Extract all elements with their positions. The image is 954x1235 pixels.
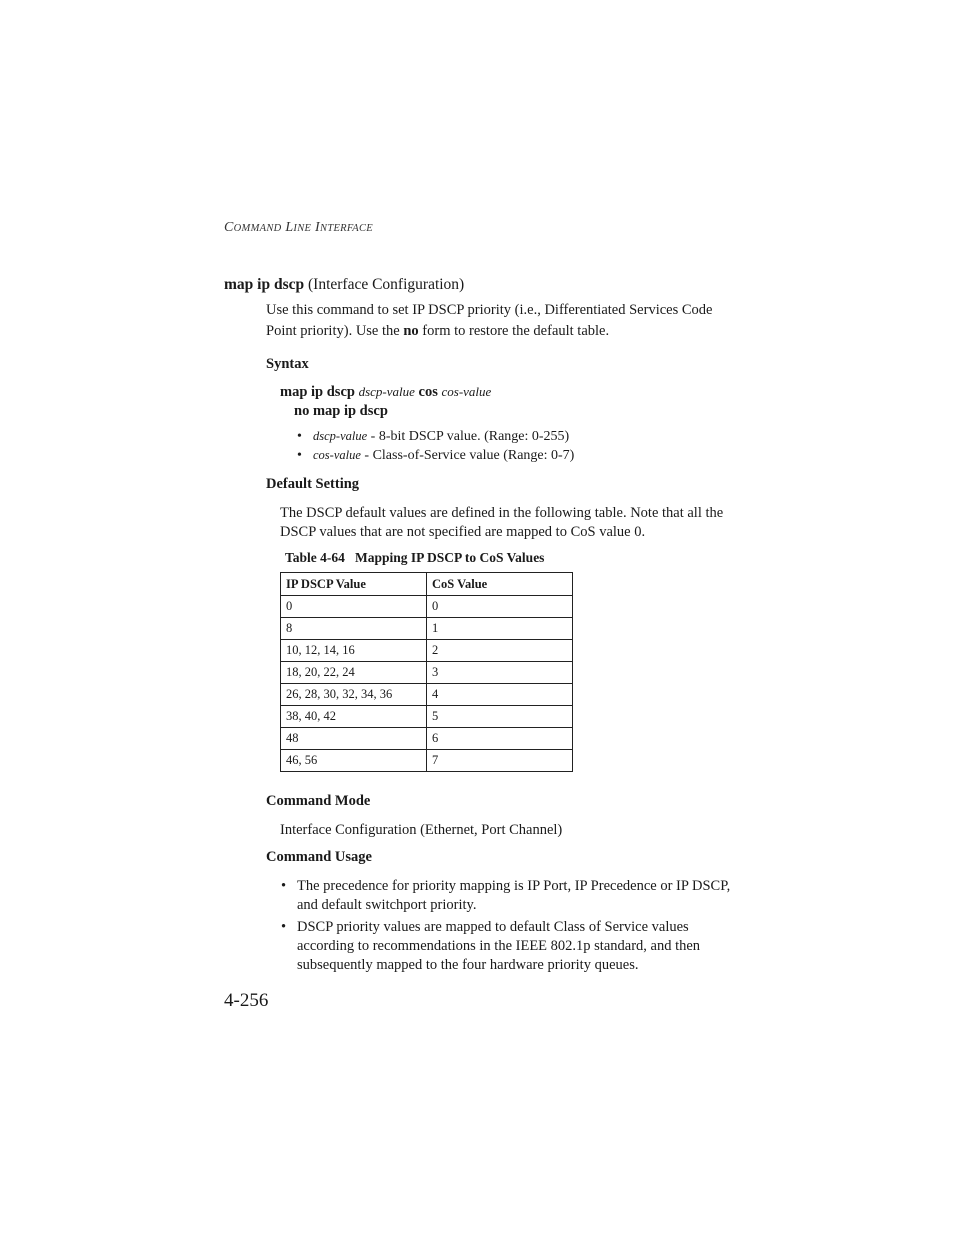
table-caption: Table 4-64 Mapping IP DSCP to CoS Values	[285, 550, 545, 565]
bullet: •	[297, 429, 302, 444]
command-mode-text: Interface Configuration (Ethernet, Port Channel)	[280, 822, 563, 838]
dscp-cell: 8	[281, 618, 427, 640]
bullet: •	[281, 878, 287, 894]
cos-cell: 0	[427, 596, 573, 618]
table-row	[281, 618, 573, 640]
cos-cell: 1	[427, 618, 573, 640]
dscp-cell: 38, 40, 42	[281, 706, 427, 728]
cos-cell: 6	[427, 728, 573, 750]
table-row	[281, 596, 573, 618]
column-header-ip-dscp: IP DSCP Value	[281, 573, 427, 596]
default-setting-text: The DSCP default values are defined in the following table. Note that all the DSCP values that are not specified are mapped to CoS value 0.	[280, 505, 724, 540]
table-header-row	[281, 573, 573, 596]
table-row	[281, 684, 573, 706]
dscp-cell: 18, 20, 22, 24	[281, 662, 427, 684]
command-usage-heading: Command Usage	[266, 849, 372, 865]
table-row	[281, 706, 573, 728]
default-setting-heading: Default Setting	[266, 476, 360, 492]
command-context: (Interface Configuration)	[304, 276, 465, 293]
table-row	[281, 662, 573, 684]
cos-cell: 3	[427, 662, 573, 684]
syntax-heading: Syntax	[266, 356, 309, 372]
command-title	[224, 276, 464, 294]
usage-item: • The precedence for priority mapping is IP Port, IP Precedence or IP DSCP, and default switchport priority.	[281, 878, 731, 913]
command-mode-heading: Command Mode	[266, 793, 371, 809]
page-number: 4-256	[224, 990, 269, 1011]
param-cos-value: • cos-value - Class-of-Service value (Range: 0-7)	[297, 448, 575, 463]
bullet: •	[281, 919, 287, 935]
dscp-cell: 10, 12, 14, 16	[281, 640, 427, 662]
dscp-cell: 46, 56	[281, 750, 427, 772]
dscp-cell: 48	[281, 728, 427, 750]
dscp-cell: 26, 28, 30, 32, 34, 36	[281, 684, 427, 706]
dscp-cos-table	[280, 572, 573, 772]
dscp-cell: 0	[281, 596, 427, 618]
table-row	[281, 640, 573, 662]
syntax-line-map: map ip dscp dscp-value cos cos-value	[280, 384, 492, 400]
command-name: map ip dscp	[224, 276, 305, 293]
table-row	[281, 728, 573, 750]
syntax-line-no-map: no map ip dscp	[294, 403, 388, 419]
bullet: •	[297, 448, 302, 463]
cos-cell: 4	[427, 684, 573, 706]
running-head: COMMAND LINE INTERFACE	[224, 220, 373, 235]
command-description: Use this command to set IP DSCP priority (i.e., Differentiated Services Code Point priority). Use the no form to restore the default table.	[266, 302, 713, 339]
cos-cell: 5	[427, 706, 573, 728]
cos-cell: 2	[427, 640, 573, 662]
usage-item: • DSCP priority values are mapped to default Class of Service values according to recommendations in the IEEE 802.1p standard, and then subsequently mapped to the four hardware priority queues.	[281, 919, 701, 973]
param-dscp-value: • dscp-value - 8-bit DSCP value. (Range: 0-255)	[297, 429, 570, 444]
column-header-cos: CoS Value	[427, 573, 573, 596]
table-row	[281, 750, 573, 772]
cos-cell: 7	[427, 750, 573, 772]
